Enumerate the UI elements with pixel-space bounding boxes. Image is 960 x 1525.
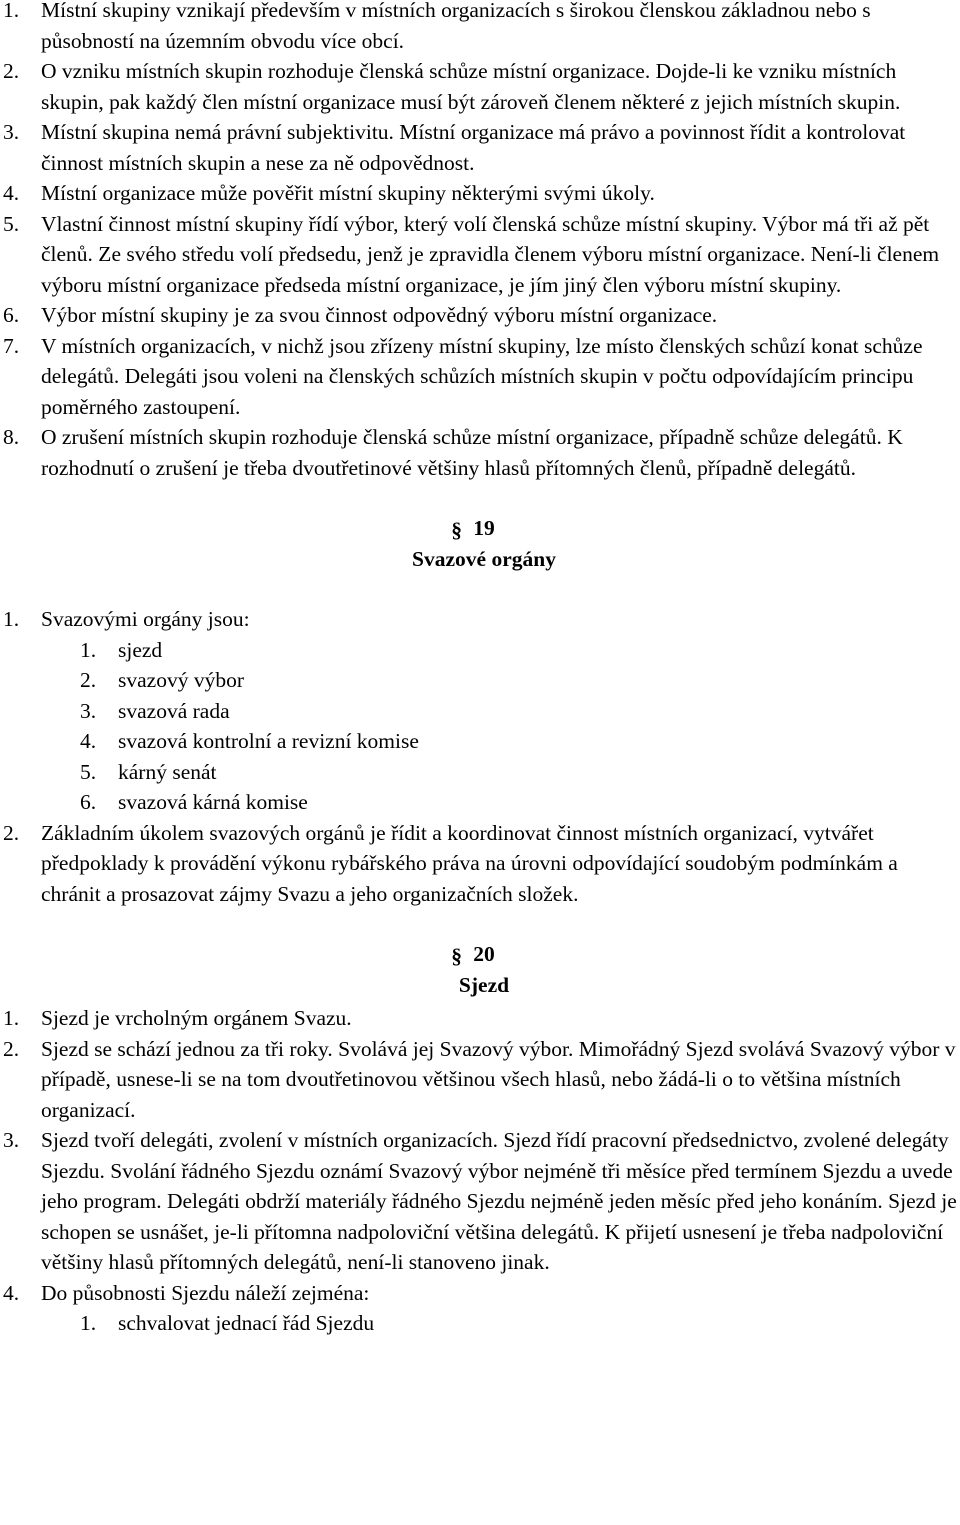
item-number: 1. <box>80 1311 97 1335</box>
sublist-item <box>0 696 960 727</box>
item-number: 1. <box>80 637 97 662</box>
item-number: 4. <box>80 729 97 753</box>
sublist-item <box>0 1308 960 1339</box>
item-number: 5. <box>80 759 97 784</box>
sublist-item <box>0 787 960 818</box>
item-text: Místní organizace může pověřit místní skupiny některými svými úkoly. <box>41 181 655 205</box>
item-text: O vzniku místních skupin rozhoduje členská schůze místní organizace. Dojde-li ke vzniku místních skupin, pak každý člen místní organizace musí být zároveň členem některé z jejich místních skupin. <box>41 59 901 114</box>
item-number: 1. <box>3 607 20 631</box>
list-item <box>0 178 960 209</box>
sublist-item <box>0 635 960 666</box>
item-number: 4. <box>3 1280 20 1305</box>
item-number: 3. <box>3 120 20 144</box>
list-item <box>0 331 960 423</box>
item-number: 2. <box>3 1036 20 1061</box>
item-number: 6. <box>80 790 97 814</box>
list-item <box>0 117 960 178</box>
item-text: Svazovými orgány jsou: <box>41 607 250 631</box>
list-item <box>0 1125 960 1278</box>
item-number: 2. <box>3 820 20 845</box>
item-text: svazová kárná komise <box>118 790 308 814</box>
item-text: O zrušení místních skupin rozhoduje členská schůze místní organizace, případně schůze delegátů. K rozhodnutí o zrušení je třeba dvoutřetinové většiny hlasů přítomných členů, případně delegátů. <box>41 425 903 480</box>
item-number: 8. <box>3 425 20 449</box>
item-text: Výbor místní skupiny je za svou činnost odpovědný výboru místní organizace. <box>41 303 718 327</box>
item-text: svazová kontrolní a revizní komise <box>118 729 419 753</box>
item-number: 6. <box>3 303 20 327</box>
item-number: 1. <box>3 0 20 22</box>
section-title: Svazové orgány <box>412 546 556 571</box>
item-text: kárný senát <box>118 759 217 784</box>
list-item <box>0 1278 960 1309</box>
item-text: svazový výbor <box>118 668 244 692</box>
section-18-list <box>0 0 960 483</box>
item-text: Sjezd je vrcholným orgánem Svazu. <box>41 1006 352 1030</box>
organs-sublist <box>0 635 960 818</box>
item-number: 4. <box>3 181 20 205</box>
sublist-item <box>0 665 960 696</box>
item-number: 2. <box>80 668 97 692</box>
list-item <box>0 209 960 301</box>
item-text: Vlastní činnost místní skupiny řídí výbor, který volí členská schůze místní skupiny. Výbor má tři až pět členů. Ze svého středu volí předsedu, jenž je zpravidla členem výboru místní organizace. Není-li členem výboru místní organizace předseda místní organizace, je jím jiný člen výboru místní skupiny. <box>41 211 940 297</box>
item-number: 5. <box>3 211 20 236</box>
item-text: V místních organizacích, v nichž jsou zřízeny místní skupiny, lze místo členských schůzí konat schůze delegátů. Delegáti jsou voleni na členských schůzích místních skupin v počtu odpovídajícím principu poměrného zastoupení. <box>41 333 923 419</box>
item-text: Místní skupina nemá právní subjektivitu. Místní organizace má právo a povinnost řídit a kontrolovat činnost místních skupin a nese za ně odpovědnost. <box>41 120 906 175</box>
item-text: Sjezd tvoří delegáti, zvolení v místních organizacích. Sjezd řídí pracovní předsednictvo, zvolené delegáty Sjezdu. Svolání řádného Sjezdu oznámí Svazový výbor nejméně tři měsíce před termínem Sjezdu a uvede jeho program. Delegáti obdrží materiály řádného Sjezdu nejméně jeden měsíc před jeho konáním. Sjezd je schopen se usnášet, je-li přítomna nadpoloviční většina delegátů. K přijetí usnesení je třeba nadpoloviční většiny hlasů přítomných delegátů, není-li stanoveno jinak. <box>41 1128 957 1274</box>
section-number: § 20 <box>473 939 495 970</box>
list-item <box>0 300 960 331</box>
item-text: Sjezd se schází jednou za tři roky. Svolává jej Svazový výbor. Mimořádný Sjezd svolává Svazový výbor v případě, usnese-li se na tom dvoutřetinovou většinou všech hlasů, nebo žádá-li o to většina místních organizací. <box>41 1036 956 1122</box>
list-item <box>0 1003 960 1034</box>
paragraph-symbol: § <box>451 518 462 542</box>
list-item <box>0 422 960 483</box>
item-text: Základním úkolem svazových orgánů je řídit a koordinovat činnost místních organizací, vytvářet předpoklady k provádění výkonu rybářského práva na úrovni odpovídající soudobým podmínkám a chránit a prosazovat zájmy Svazu a jeho organizačních složek. <box>41 820 898 906</box>
sublist-item <box>0 726 960 757</box>
powers-sublist <box>0 1308 960 1339</box>
paragraph-symbol: § <box>451 944 462 968</box>
item-text: Místní skupiny vznikají především v místních organizacích s širokou členskou základnou nebo s působností na územním obvodu více obcí. <box>41 0 871 53</box>
section-20-list <box>0 1003 960 1339</box>
item-number: 1. <box>3 1006 20 1030</box>
section-number: § 19 <box>473 513 495 544</box>
list-item <box>0 0 960 56</box>
list-item <box>0 56 960 117</box>
section-title: Sjezd <box>458 972 510 997</box>
item-number: 7. <box>3 333 20 358</box>
sublist-item <box>0 757 960 788</box>
list-item <box>0 604 960 635</box>
list-item <box>0 1034 960 1126</box>
item-text: svazová rada <box>118 698 230 723</box>
section-19-heading <box>0 513 960 574</box>
section-20-heading <box>0 939 960 1000</box>
item-number: 3. <box>3 1128 20 1152</box>
item-number: 3. <box>80 698 97 723</box>
list-item <box>0 818 960 910</box>
item-text: Do působnosti Sjezdu náleží zejména: <box>41 1280 370 1305</box>
item-text: sjezd <box>118 637 163 662</box>
item-text: schvalovat jednací řád Sjezdu <box>118 1311 375 1335</box>
item-number: 2. <box>3 59 20 83</box>
section-19-list <box>0 604 960 909</box>
